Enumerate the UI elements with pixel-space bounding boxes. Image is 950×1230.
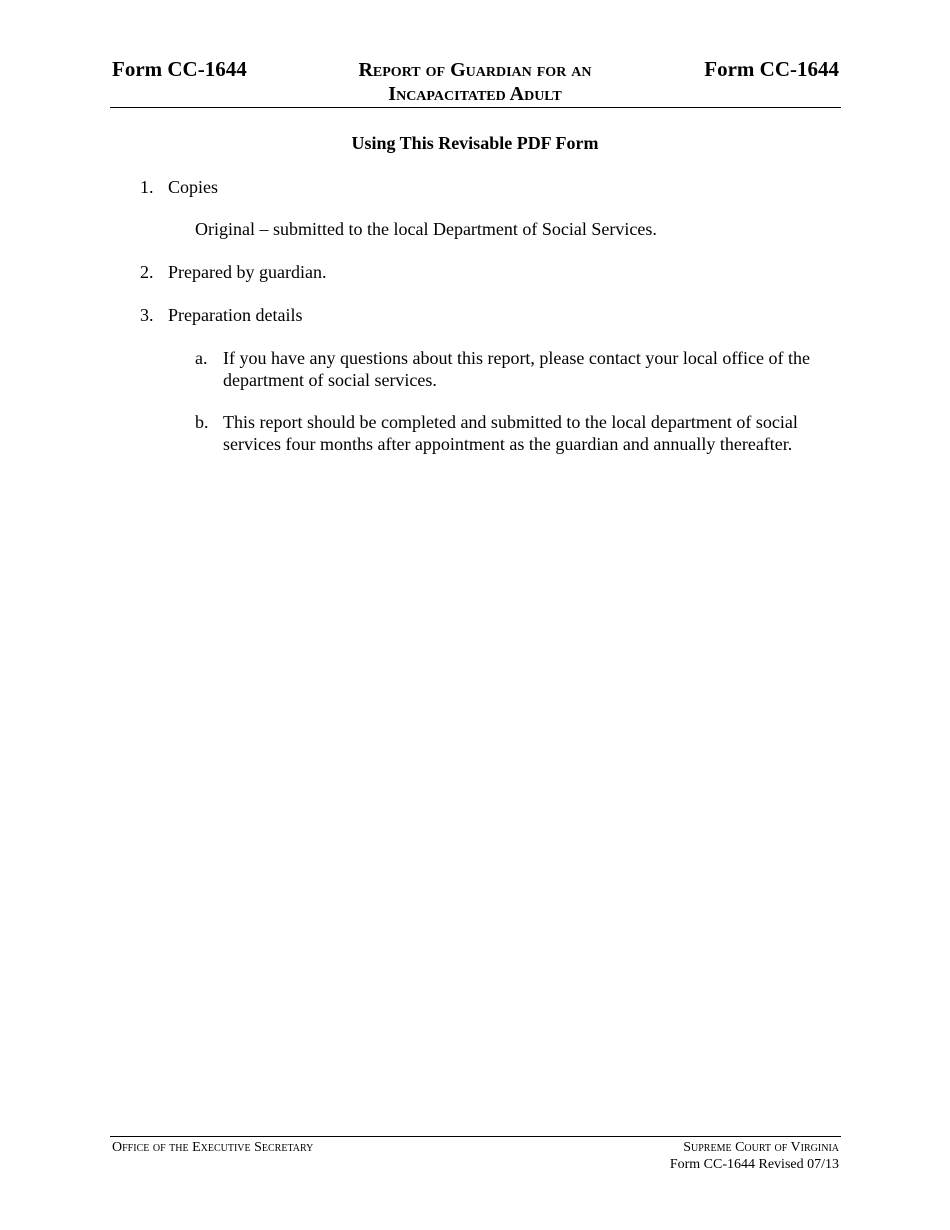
subitem-text-line2: services four months after appointment as the guardian and annually thereafter.: [223, 434, 793, 454]
footer-office: Office of the Executive Secretary: [112, 1140, 314, 1155]
item-number: 2.: [140, 262, 154, 282]
item-text: Copies: [168, 177, 219, 197]
form-number-left: Form CC-1644: [112, 57, 247, 81]
item-text: Preparation details: [168, 305, 303, 325]
footer-revision: Form CC-1644 Revised 07/13: [669, 1157, 839, 1172]
item-number: 3.: [140, 305, 154, 325]
form-title-line1: Report of Guardian for an: [358, 59, 592, 81]
item-number: 1.: [140, 177, 154, 197]
item-text: Prepared by guardian.: [168, 262, 327, 282]
header-divider: [110, 107, 841, 108]
form-number-right: Form CC-1644: [704, 57, 839, 81]
subitem-text-line1: If you have any questions about this report, please contact your local office of the: [223, 348, 810, 368]
subitem-text-line1: This report should be completed and submitted to the local department of social: [223, 412, 798, 432]
item-detail: Original – submitted to the local Department of Social Services.: [195, 219, 657, 239]
subitem-letter: a.: [195, 348, 208, 368]
section-heading: Using This Revisable PDF Form: [351, 133, 599, 153]
footer-court: Supreme Court of Virginia: [683, 1140, 839, 1155]
subitem-text-line2: department of social services.: [223, 370, 437, 390]
form-title-line2: Incapacitated Adult: [388, 83, 562, 105]
form-title: [250, 58, 700, 106]
subitem-letter: b.: [195, 412, 209, 432]
footer-divider: [110, 1136, 841, 1137]
